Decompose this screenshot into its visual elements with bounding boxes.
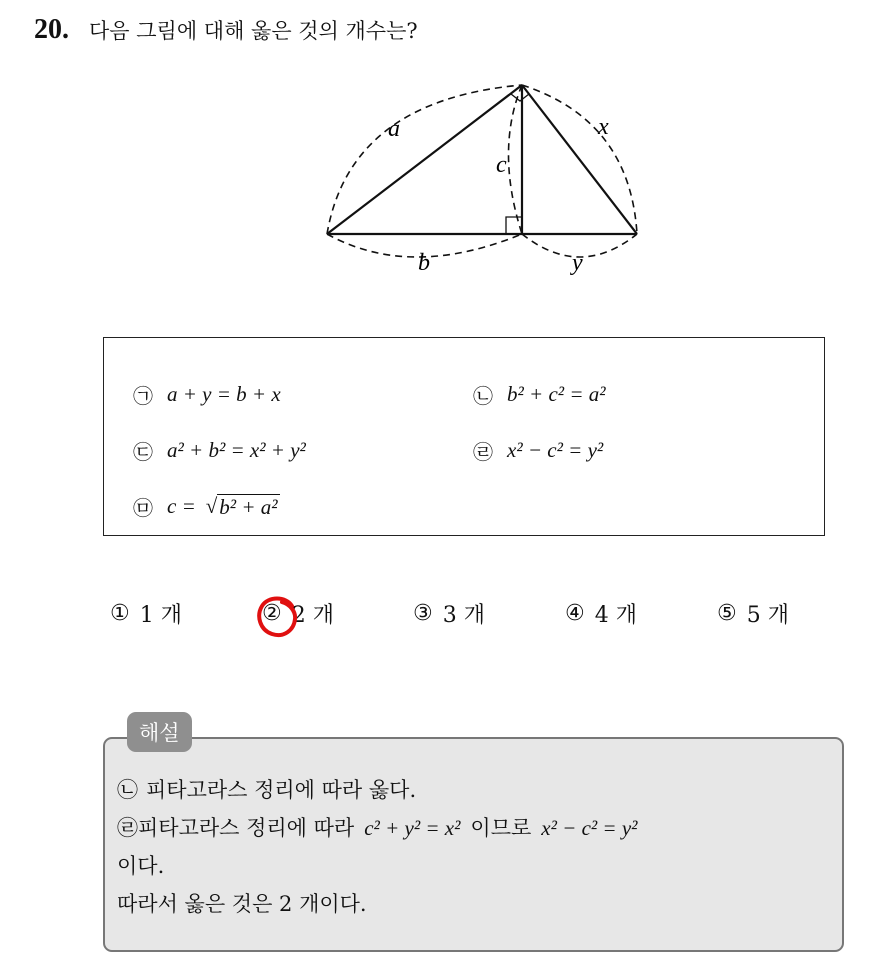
right-angle-bottom <box>506 217 522 234</box>
explanation-tag: 해설 <box>127 712 192 752</box>
choice-text: 4 개 <box>594 603 637 628</box>
question-number: 20. <box>34 14 69 45</box>
explanation-mark: ㉡ <box>117 778 138 802</box>
condition-1 <box>133 380 281 409</box>
explanation-line-1 <box>117 774 416 804</box>
explanation-line-3 <box>117 850 164 880</box>
choice-text: 3 개 <box>442 603 485 628</box>
choice-number: ⑤ <box>717 601 737 626</box>
condition-mark: ㉠ <box>133 384 153 408</box>
explanation-line-4 <box>117 888 367 918</box>
choice-number: ④ <box>565 601 585 626</box>
explanation-box <box>103 737 844 952</box>
explanation-text: 피타고라스 정리에 따라 <box>138 816 355 840</box>
segment-x <box>522 85 637 234</box>
answer-choices <box>110 598 830 638</box>
condition-3 <box>133 436 306 465</box>
right-angle-top <box>511 94 529 101</box>
red-circle-mark-icon <box>252 592 302 642</box>
condition-4 <box>473 436 603 465</box>
label-y: y <box>572 250 583 276</box>
label-c: c <box>496 152 507 178</box>
triangle-figure <box>310 80 650 280</box>
segment-a <box>327 85 522 234</box>
choice-number: ① <box>110 601 130 626</box>
condition-expr: x² − c² = y² <box>507 438 604 462</box>
explanation-text: 이다. <box>117 854 165 878</box>
choice-number: ③ <box>413 601 433 626</box>
label-x: x <box>598 114 609 140</box>
sqrt-sign: √ <box>205 494 218 518</box>
sqrt-body: b² + a² <box>219 494 278 519</box>
label-a: a <box>388 116 400 142</box>
explanation-equation: x² − c² = y² <box>541 816 638 840</box>
choice-1[interactable] <box>110 598 182 629</box>
condition-mark: ㉤ <box>133 496 153 520</box>
arc-c <box>509 85 523 234</box>
explanation-equation: c² + y² = x² <box>364 816 461 840</box>
choice-5[interactable] <box>717 598 789 629</box>
condition-expr: c = <box>167 494 196 518</box>
choice-text: 2 개 <box>291 603 334 628</box>
question-header <box>34 14 418 46</box>
condition-5 <box>133 492 280 521</box>
condition-mark: ㉢ <box>133 440 153 464</box>
explanation-mark: ㉣ <box>117 816 138 840</box>
condition-mark: ㉡ <box>473 384 493 408</box>
condition-mark: ㉣ <box>473 440 493 464</box>
choice-text: 5 개 <box>746 603 789 628</box>
explanation-text: 따라서 옳은 것은 2 개이다. <box>117 892 367 916</box>
choice-text: 1 개 <box>139 603 182 628</box>
label-b: b <box>418 250 430 276</box>
condition-expr: a² + b² = x² + y² <box>167 438 306 462</box>
condition-expr: a + y = b + x <box>167 382 281 406</box>
explanation-text: 이므로 <box>470 816 532 840</box>
choice-3[interactable] <box>413 598 485 629</box>
condition-expr: b² + c² = a² <box>507 382 606 406</box>
condition-2 <box>473 380 606 409</box>
question-text: 다음 그림에 대해 옳은 것의 개수는? <box>89 19 418 43</box>
explanation-line-2 <box>117 812 637 842</box>
choice-4[interactable] <box>565 598 637 629</box>
explanation-text: 피타고라스 정리에 따라 옳다. <box>146 778 417 802</box>
choice-number: ② <box>262 601 282 626</box>
